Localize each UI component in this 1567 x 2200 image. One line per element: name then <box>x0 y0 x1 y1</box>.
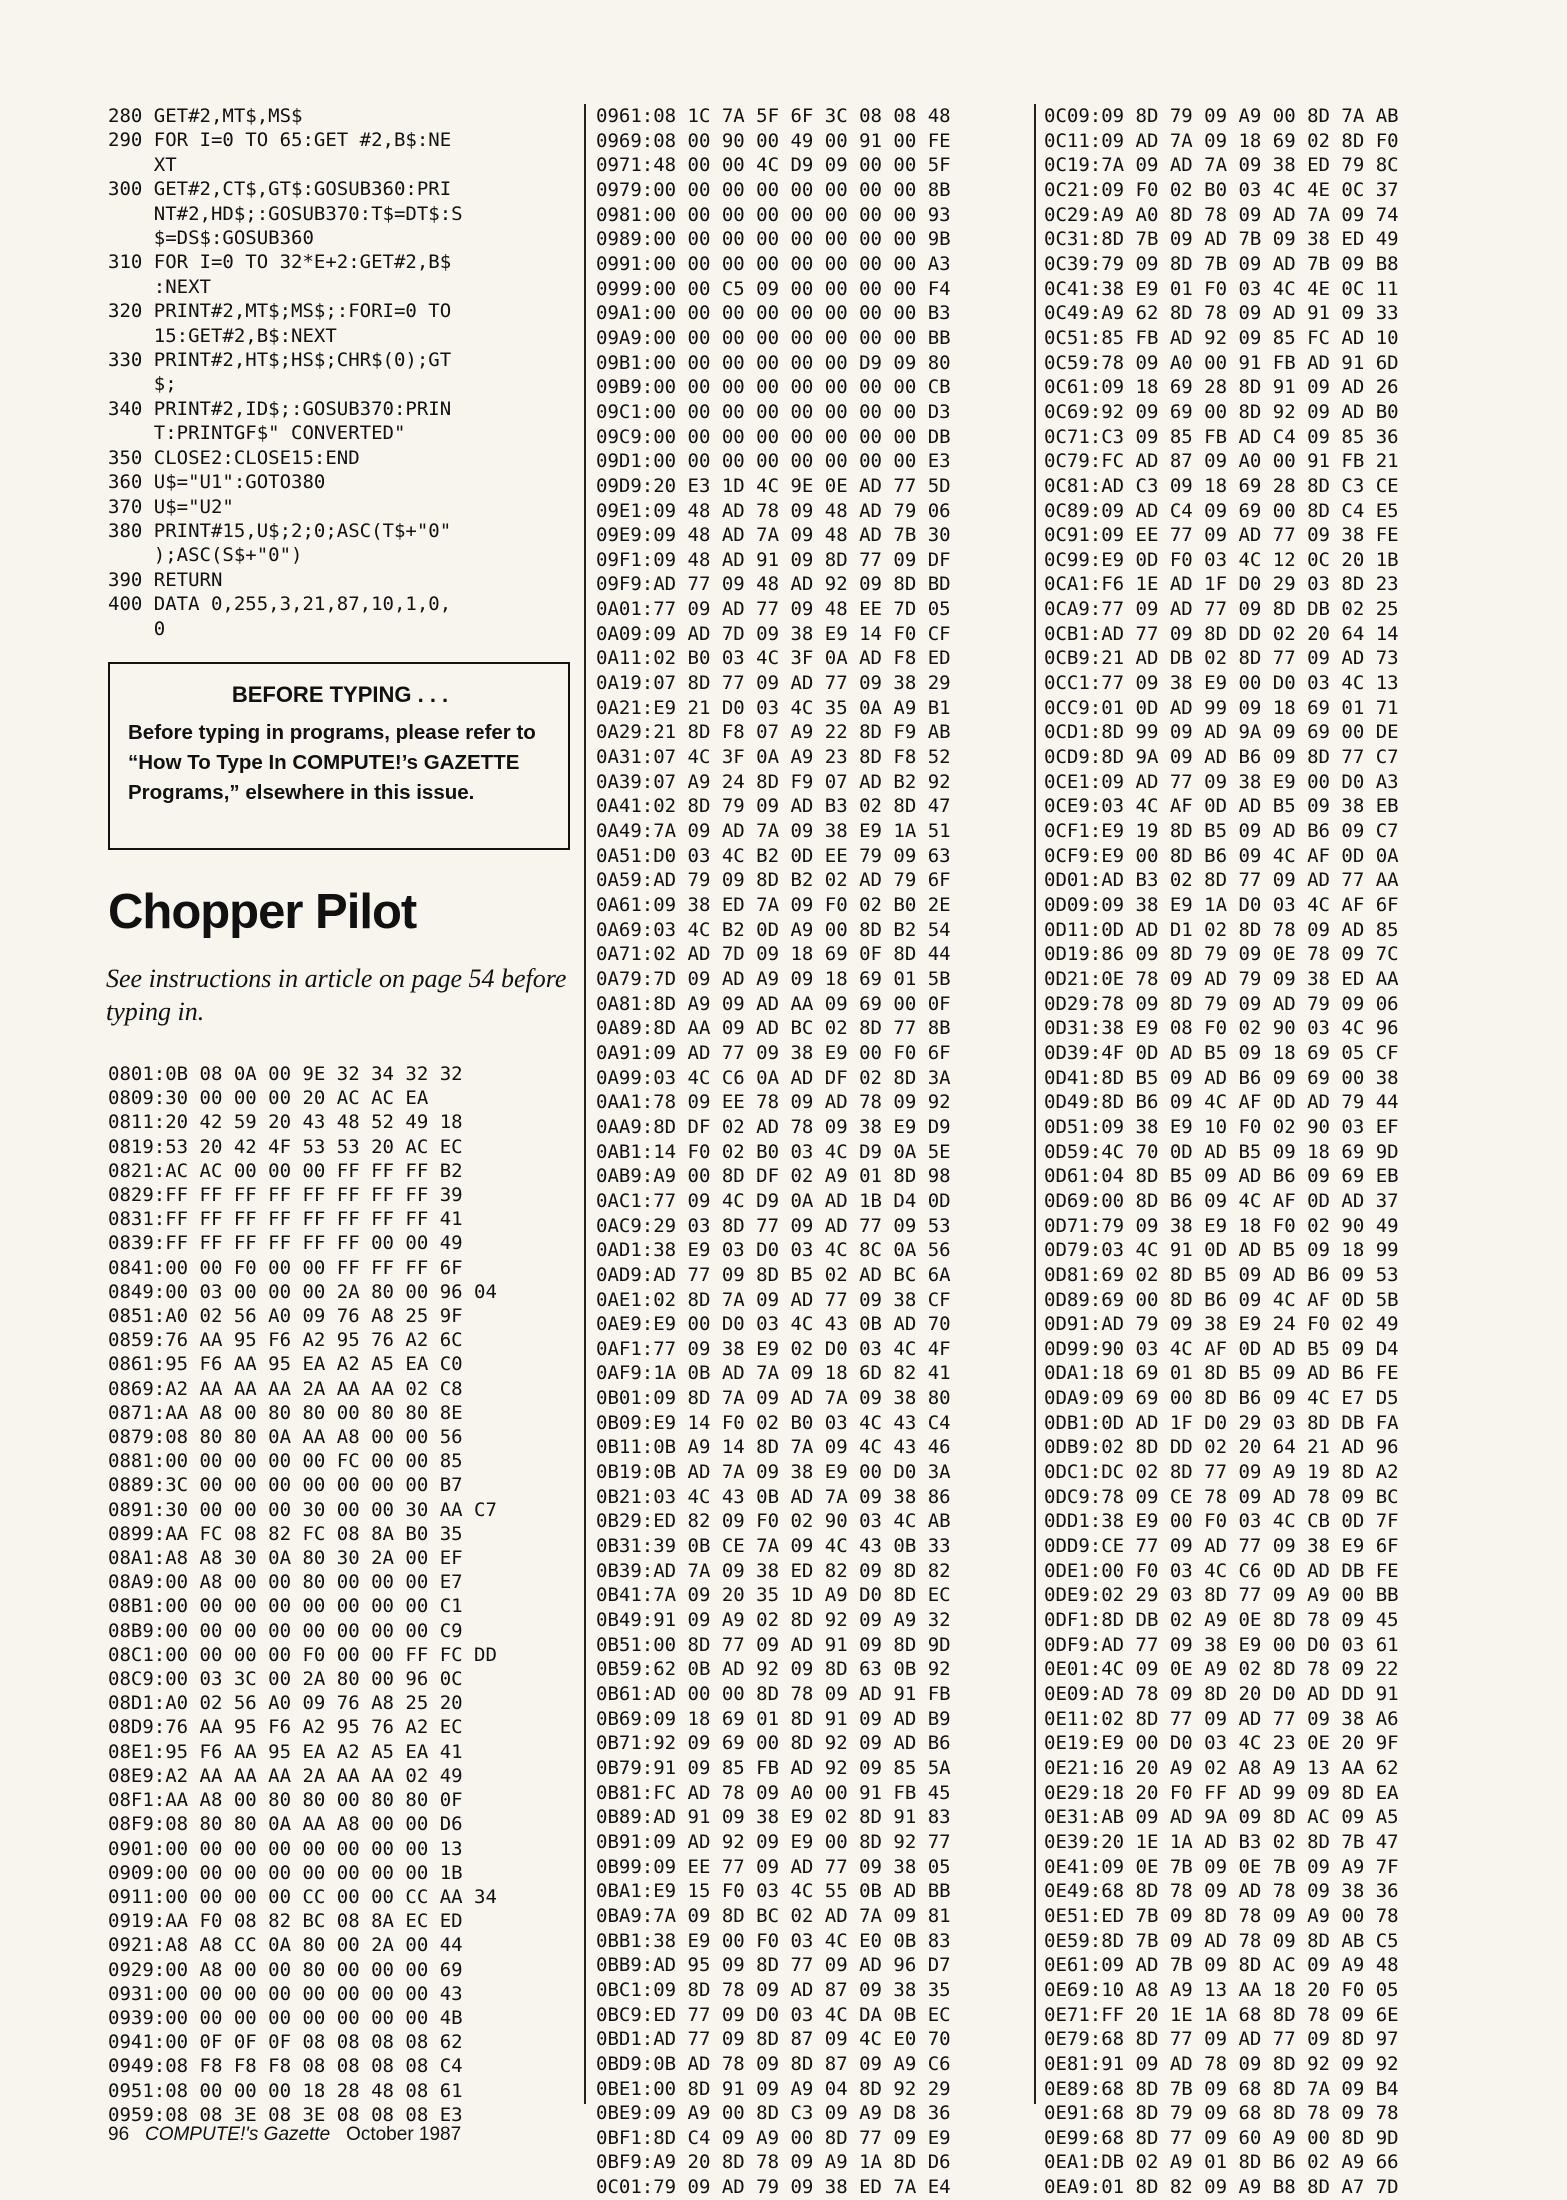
issue-date: October 1987 <box>346 2124 462 2145</box>
column-divider-2 <box>1034 104 1036 2104</box>
page-number: 96 <box>108 2124 130 2145</box>
hex-listing-column-1: 0801:0B 08 0A 00 9E 32 34 32 32 0809:30 00 00 00 20 AC AC EA 0811:20 42 59 20 43 48 52 49 18 0819:53 20 42 4F 53 53 20 AC EC 0821:AC AC 00 00 00 FF FF FF B2 0829:FF FF FF FF FF FF FF FF 39 0831:FF FF FF FF FF FF FF FF 41 0839:FF FF FF FF FF FF 00 00 49 0841:00 00 F0 00 00 FF FF FF 6F 0849:00 03 00 00 00 2A 80 00 96 04 0851:A0 02 56 A0 09 76 A8 25 9F 0859:76 AA 95 F6 A2 95 76 A2 6C 0861:95 F6 AA 95 EA A2 A5 EA C0 0869:A2 AA AA AA 2A AA AA 02 C8 0871:AA A8 00 80 80 00 80 80 8E 0879:08 80 80 0A AA A8 00 00 56 0881:00 00 00 00 00 FC 00 00 85 0889:3C 00 00 00 00 00 00 00 B7 0891:30 00 00 00 30 00 00 30 AA C7 0899:AA FC 08 82 FC 08 8A B0 35 08A1:A8 A8 30 0A 80 30 2A 00 EF 08A9:00 A8 00 00 80 00 00 00 E7 08B1:00 00 00 00 00 00 00 00 C1 08B9:00 00 00 00 00 00 00 00 C9 08C1:00 00 00 00 F0 00 00 FF FC DD 08C9:00 03 3C 00 2A 80 00 96 0C 08D1:A0 02 56 A0 09 76 A8 25 20 08D9:76 AA 95 F6 A2 95 76 A2 EC 08E1:95 F6 AA 95 EA A2 A5 EA 41 08E9:A2 AA AA AA 2A AA AA 02 49 08F1:AA A8 00 80 80 00 80 80 0F 08F9:08 80 80 0A AA A8 00 00 D6 0901:00 00 00 00 00 00 00 00 13 0909:00 00 00 00 00 00 00 00 1B 0911:00 00 00 00 CC 00 00 CC AA 34 0919:AA F0 08 82 BC 08 8A EC ED 0921:A8 A8 CC 0A 80 00 2A 00 44 0929:00 A8 00 00 80 00 00 00 69 0931:00 00 00 00 00 00 00 00 43 0939:00 00 00 00 00 00 00 00 4B 0941:00 0F 0F 0F 08 08 08 08 62 0949:08 F8 F8 F8 08 08 08 08 C4 0951:08 00 00 00 18 28 48 08 61 0959:08 08 3E 08 3E 08 08 08 E3 <box>108 1063 497 2126</box>
notice-title: BEFORE TYPING . . . <box>231 682 449 707</box>
hex-listing-column-2: 0961:08 1C 7A 5F 6F 3C 08 08 48 0969:08 00 90 00 49 00 91 00 FE 0971:48 00 00 4C D9 09 00 00 5F 0979:00 00 00 00 00 00 00 00 8B 0981:00 00 00 00 00 00 00 00 93 0989:00 00 00 00 00 00 00 00 9B 0991:00 00 00 00 00 00 00 00 A3 0999:00 00 C5 09 00 00 00 00 F4 09A1:00 00 00 00 00 00 00 00 B3 09A9:00 00 00 00 00 00 00 00 BB 09B1:00 00 00 00 00 00 D9 09 80 09B9:00 00 00 00 00 00 00 00 CB 09C1:00 00 00 00 00 00 00 00 D3 09C9:00 00 00 00 00 00 00 00 DB 09D1:00 00 00 00 00 00 00 00 E3 09D9:20 E3 1D 4C 9E 0E AD 77 5D 09E1:09 48 AD 78 09 48 AD 79 06 09E9:09 48 AD 7A 09 48 AD 7B 30 09F1:09 48 AD 91 09 8D 77 09 DF 09F9:AD 77 09 48 AD 92 09 8D BD 0A01:77 09 AD 77 09 48 EE 7D 05 0A09:09 AD 7D 09 38 E9 14 F0 CF 0A11:02 B0 03 4C 3F 0A AD F8 ED 0A19:07 8D 77 09 AD 77 09 38 29 0A21:E9 21 D0 03 4C 35 0A A9 B1 0A29:21 8D F8 07 A9 22 8D F9 AB 0A31:07 4C 3F 0A A9 23 8D F8 52 0A39:07 A9 24 8D F9 07 AD B2 92 0A41:02 8D 79 09 AD B3 02 8D 47 0A49:7A 09 AD 7A 09 38 E9 1A 51 0A51:D0 03 4C B2 0D EE 79 09 63 0A59:AD 79 09 8D B2 02 AD 79 6F 0A61:09 38 ED 7A 09 F0 02 B0 2E 0A69:03 4C B2 0D A9 00 8D B2 54 0A71:02 AD 7D 09 18 69 0F 8D 44 0A79:7D 09 AD A9 09 18 69 01 5B 0A81:8D A9 09 AD AA 09 69 00 0F 0A89:8D AA 09 AD BC 02 8D 77 8B 0A91:09 AD 77 09 38 E9 00 F0 6F 0A99:03 4C C6 0A AD DF 02 8D 3A 0AA1:78 09 EE 78 09 AD 78 09 92 0AA9:8D DF 02 AD 78 09 38 E9 D9 0AB1:14 F0 02 B0 03 4C D9 0A 5E 0AB9:A9 00 8D DF 02 A9 01 8D 98 0AC1:77 09 4C D9 0A AD 1B D4 0D 0AC9:29 03 8D 77 09 AD 77 09 53 0AD1:38 E9 03 D0 03 4C 8C 0A 56 0AD9:AD 77 09 8D B5 02 AD BC 6A 0AE1:02 8D 7A 09 AD 77 09 38 CF 0AE9:E9 00 D0 03 4C 43 0B AD 70 0AF1:77 09 38 E9 02 D0 03 4C 4F 0AF9:1A 0B AD 7A 09 18 6D 82 41 0B01:09 8D 7A 09 AD 7A 09 38 80 0B09:E9 14 F0 02 B0 03 4C 43 C4 0B11:0B A9 14 8D 7A 09 4C 43 46 0B19:0B AD 7A 09 38 E9 00 D0 3A 0B21:03 4C 43 0B AD 7A 09 38 86 0B29:ED 82 09 F0 02 90 03 4C AB 0B31:39 0B CE 7A 09 4C 43 0B 33 0B39:AD 7A 09 38 ED 82 09 8D 82 0B41:7A 09 20 35 1D A9 D0 8D EC 0B49:91 09 A9 02 8D 92 09 A9 32 0B51:00 8D 77 09 AD 91 09 8D 9D 0B59:62 0B AD 92 09 8D 63 0B 92 0B61:AD 00 00 8D 78 09 AD 91 FB 0B69:09 18 69 01 8D 91 09 AD B9 0B71:92 09 69 00 8D 92 09 AD B6 0B79:91 09 85 FB AD 92 09 85 5A 0B81:FC AD 78 09 A0 00 91 FB 45 0B89:AD 91 09 38 E9 02 8D 91 83 0B91:09 AD 92 09 E9 00 8D 92 77 0B99:09 EE 77 09 AD 77 09 38 05 0BA1:E9 15 F0 03 4C 55 0B AD BB 0BA9:7A 09 8D BC 02 AD 7A 09 81 0BB1:38 E9 00 F0 03 4C E0 0B 83 0BB9:AD 95 09 8D 77 09 AD 96 D7 0BC1:09 8D 78 09 AD 87 09 38 35 0BC9:ED 77 09 D0 03 4C DA 0B EC 0BD1:AD 77 09 8D 87 09 4C E0 70 0BD9:0B AD 78 09 8D 87 09 A9 C6 0BE1:00 8D 91 09 A9 04 8D 92 29 0BE9:09 A9 00 8D C3 09 A9 D8 36 0BF1:8D C4 09 A9 00 8D 77 09 E9 0BF9:A9 20 8D 78 09 A9 1A 8D D6 0C01:79 09 AD 79 09 38 ED 7A E4 <box>596 105 951 2199</box>
column-divider-1 <box>584 104 586 2104</box>
publication-name: COMPUTE!'s Gazette <box>144 2124 331 2145</box>
before-typing-notice <box>108 662 570 850</box>
hex-listing-column-3: 0C09:09 8D 79 09 A9 00 8D 7A AB 0C11:09 AD 7A 09 18 69 02 8D F0 0C19:7A 09 AD 7A 09 38 ED 79 8C 0C21:09 F0 02 B0 03 4C 4E 0C 37 0C29:A9 A0 8D 78 09 AD 7A 09 74 0C31:8D 7B 09 AD 7B 09 38 ED 49 0C39:79 09 8D 7B 09 AD 7B 09 B8 0C41:38 E9 01 F0 03 4C 4E 0C 11 0C49:A9 62 8D 78 09 AD 91 09 33 0C51:85 FB AD 92 09 85 FC AD 10 0C59:78 09 A0 00 91 FB AD 91 6D 0C61:09 18 69 28 8D 91 09 AD 26 0C69:92 09 69 00 8D 92 09 AD B0 0C71:C3 09 85 FB AD C4 09 85 36 0C79:FC AD 87 09 A0 00 91 FB 21 0C81:AD C3 09 18 69 28 8D C3 CE 0C89:09 AD C4 09 69 00 8D C4 E5 0C91:09 EE 77 09 AD 77 09 38 FE 0C99:E9 0D F0 03 4C 12 0C 20 1B 0CA1:F6 1E AD 1F D0 29 03 8D 23 0CA9:77 09 AD 77 09 8D DB 02 25 0CB1:AD 77 09 8D DD 02 20 64 14 0CB9:21 AD DB 02 8D 77 09 AD 73 0CC1:77 09 38 E9 00 D0 03 4C 13 0CC9:01 0D AD 99 09 18 69 01 71 0CD1:8D 99 09 AD 9A 09 69 00 DE 0CD9:8D 9A 09 AD B6 09 8D 77 C7 0CE1:09 AD 77 09 38 E9 00 D0 A3 0CE9:03 4C AF 0D AD B5 09 38 EB 0CF1:E9 19 8D B5 09 AD B6 09 C7 0CF9:E9 00 8D B6 09 4C AF 0D 0A 0D01:AD B3 02 8D 77 09 AD 77 AA 0D09:09 38 E9 1A D0 03 4C AF 6F 0D11:0D AD D1 02 8D 78 09 AD 85 0D19:86 09 8D 79 09 0E 78 09 7C 0D21:0E 78 09 AD 79 09 38 ED AA 0D29:78 09 8D 79 09 AD 79 09 06 0D31:38 E9 08 F0 02 90 03 4C 96 0D39:4F 0D AD B5 09 18 69 05 CF 0D41:8D B5 09 AD B6 09 69 00 38 0D49:8D B6 09 4C AF 0D AD 79 44 0D51:09 38 E9 10 F0 02 90 03 EF 0D59:4C 70 0D AD B5 09 18 69 9D 0D61:04 8D B5 09 AD B6 09 69 EB 0D69:00 8D B6 09 4C AF 0D AD 37 0D71:79 09 38 E9 18 F0 02 90 49 0D79:03 4C 91 0D AD B5 09 18 99 0D81:69 02 8D B5 09 AD B6 09 53 0D89:69 00 8D B6 09 4C AF 0D 5B 0D91:AD 79 09 38 E9 24 F0 02 49 0D99:90 03 4C AF 0D AD B5 09 D4 0DA1:18 69 01 8D B5 09 AD B6 FE 0DA9:09 69 00 8D B6 09 4C E7 D5 0DB1:0D AD 1F D0 29 03 8D DB FA 0DB9:02 8D DD 02 20 64 21 AD 96 0DC1:DC 02 8D 77 09 A9 19 8D A2 0DC9:78 09 CE 78 09 AD 78 09 BC 0DD1:38 E9 00 F0 03 4C CB 0D 7F 0DD9:CE 77 09 AD 77 09 38 E9 6F 0DE1:00 F0 03 4C C6 0D AD DB FE 0DE9:02 29 03 8D 77 09 A9 00 BB 0DF1:8D DB 02 A9 0E 8D 78 09 45 0DF9:AD 77 09 38 E9 00 D0 03 61 0E01:4C 09 0E A9 02 8D 78 09 22 0E09:AD 78 09 8D 20 D0 AD DD 91 0E11:02 8D 77 09 AD 77 09 38 A6 0E19:E9 00 D0 03 4C 23 0E 20 9F 0E21:16 20 A9 02 A8 A9 13 AA 62 0E29:18 20 F0 FF AD 99 09 8D EA 0E31:AB 09 AD 9A 09 8D AC 09 A5 0E39:20 1E 1A AD B3 02 8D 7B 47 0E41:09 0E 7B 09 0E 7B 09 A9 7F 0E49:68 8D 78 09 AD 78 09 38 36 0E51:ED 7B 09 8D 78 09 A9 00 78 0E59:8D 7B 09 AD 78 09 8D AB C5 0E61:09 AD 7B 09 8D AC 09 A9 48 0E69:10 A8 A9 13 AA 18 20 F0 05 0E71:FF 20 1E 1A 68 8D 78 09 6E 0E79:68 8D 77 09 AD 77 09 8D 97 0E81:91 09 AD 78 09 8D 92 09 92 0E89:68 8D 7B 09 68 8D 7A 09 B4 0E91:68 8D 79 09 68 8D 78 09 78 0E99:68 8D 77 09 60 A9 00 8D 9D 0EA1:DB 02 A9 01 8D B6 02 A9 66 0EA9:01 8D 82 09 A9 B8 8D A7 7D <box>1044 105 1399 2199</box>
page-footer <box>108 2124 461 2146</box>
basic-program-listing: 280 GET#2,MT$,MS$ 290 FOR I=0 TO 65:GET #2,B$:NE XT 300 GET#2,CT$,GT$:GOSUB360:PRI NT#2,HD$;:GOSUB370:T$=DT$:S $=DS$:GOSUB360 310 FOR I=0 TO 32*E+2:GET#2,B$ :NEXT 320 PRINT#2,MT$;MS$;:FORI=0 TO 15:GET#2,B$:NEXT 330 PRINT#2,HT$;HS$;CHR$(0);GT $; 340 PRINT#2,ID$;:GOSUB370:PRIN T:PRINTGF$" CONVERTED" 350 CLOSE2:CLOSE15:END 360 U$="U1":GOTO380 370 U$="U2" 380 PRINT#15,U$;2;0;ASC(T$+"0" );ASC(S$+"0") 390 RETURN 400 DATA 0,255,3,21,87,10,1,0, 0 <box>108 105 463 640</box>
notice-body: Before typing in programs, please refer to “How To Type In COMPUTE!’s GAZETTE Programs,” elsewhere in this issue. <box>128 721 536 804</box>
article-title: Chopper Pilot <box>108 885 417 939</box>
article-subtitle: See instructions in article on page 54 before typing in. <box>106 964 567 1026</box>
